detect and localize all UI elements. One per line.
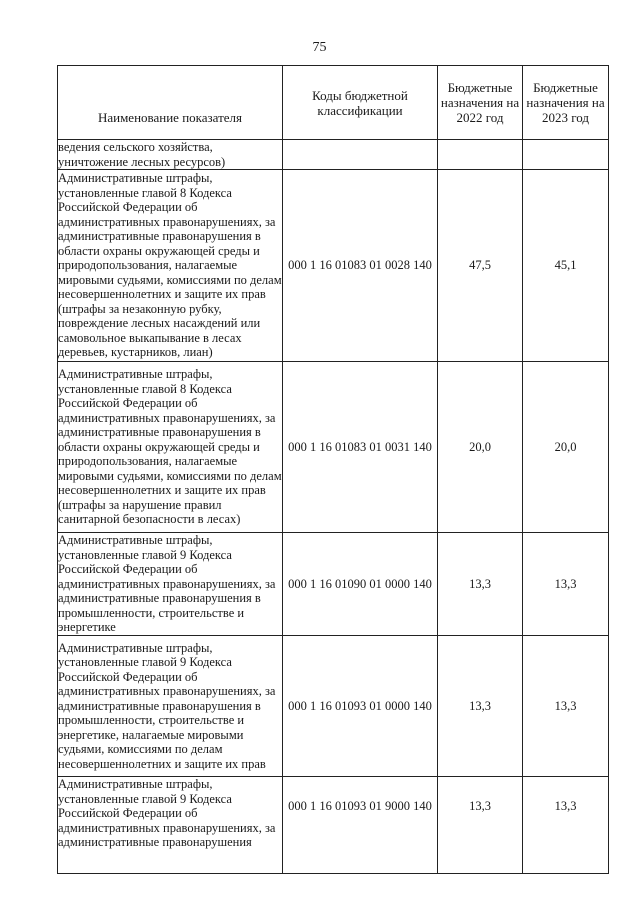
table-row xyxy=(58,533,609,636)
row-code: 000 1 16 01090 01 0000 140 xyxy=(283,533,438,636)
row-value-2022 xyxy=(438,140,523,170)
row-name: Административные штрафы, установленные главой 8 Кодекса Российской Федерации об административных правонарушениях, за административные правонарушения в области охраны окружающей среды и природопользования, налагаемые мировыми судьями, комиссиями по делам несовершеннолетних и защите их прав (штрафы за нарушение правил санитарной безопасности в лесах) xyxy=(58,362,283,533)
table-row xyxy=(58,140,609,170)
row-value-2023: 13,3 xyxy=(523,636,609,777)
row-value-2022: 13,3 xyxy=(438,533,523,636)
row-value-2023: 13,3 xyxy=(523,777,609,874)
table-header-row xyxy=(58,66,609,140)
page-number: 75 xyxy=(312,40,327,55)
row-code xyxy=(283,140,438,170)
row-name: Административные штрафы, установленные главой 9 Кодекса Российской Федерации об административных правонарушениях, за административные правонарушения в промышленности, строительстве и энергетике, налагаемые мировыми судьями, комиссиями по делам несовершеннолетних и защите их прав xyxy=(58,636,283,777)
table-row xyxy=(58,362,609,533)
row-value-2022: 13,3 xyxy=(438,777,523,874)
header-2023: Бюджетные назначения на 2023 год xyxy=(523,66,609,140)
row-value-2023: 20,0 xyxy=(523,362,609,533)
header-budget-codes: Коды бюджетной классификации xyxy=(283,66,438,140)
row-code: 000 1 16 01093 01 9000 140 xyxy=(283,777,438,874)
row-name: Административные штрафы, установленные главой 9 Кодекса Российской Федерации об административных правонарушениях, за административные правонарушения в промышленности, строительстве и энергетике xyxy=(58,533,283,636)
row-code: 000 1 16 01083 01 0031 140 xyxy=(283,362,438,533)
row-value-2023: 45,1 xyxy=(523,170,609,362)
row-code: 000 1 16 01083 01 0028 140 xyxy=(283,170,438,362)
row-value-2023 xyxy=(523,140,609,170)
row-name: ведения сельского хозяйства, уничтожение лесных ресурсов) xyxy=(58,140,283,170)
table-row xyxy=(58,170,609,362)
row-value-2023: 13,3 xyxy=(523,533,609,636)
row-value-2022: 47,5 xyxy=(438,170,523,362)
row-value-2022: 13,3 xyxy=(438,636,523,777)
row-name: Административные штрафы, установленные главой 9 Кодекса Российской Федерации об административных правонарушениях, за административные правонарушения xyxy=(58,777,283,874)
table-row xyxy=(58,636,609,777)
header-2022: Бюджетные назначения на 2022 год xyxy=(438,66,523,140)
row-code: 000 1 16 01093 01 0000 140 xyxy=(283,636,438,777)
budget-table xyxy=(57,65,609,874)
header-indicator-name: Наименование показателя xyxy=(58,66,283,140)
row-value-2022: 20,0 xyxy=(438,362,523,533)
table-row xyxy=(58,777,609,874)
row-name: Административные штрафы, установленные главой 8 Кодекса Российской Федерации об административных правонарушениях, за административные правонарушения в области охраны окружающей среды и природопользования, налагаемые мировыми судьями, комиссиями по делам несовершеннолетних и защите их прав (штрафы за незаконную рубку, повреждение лесных насаждений или самовольное выкапывание в лесах деревьев, кустарников, лиан) xyxy=(58,170,283,362)
